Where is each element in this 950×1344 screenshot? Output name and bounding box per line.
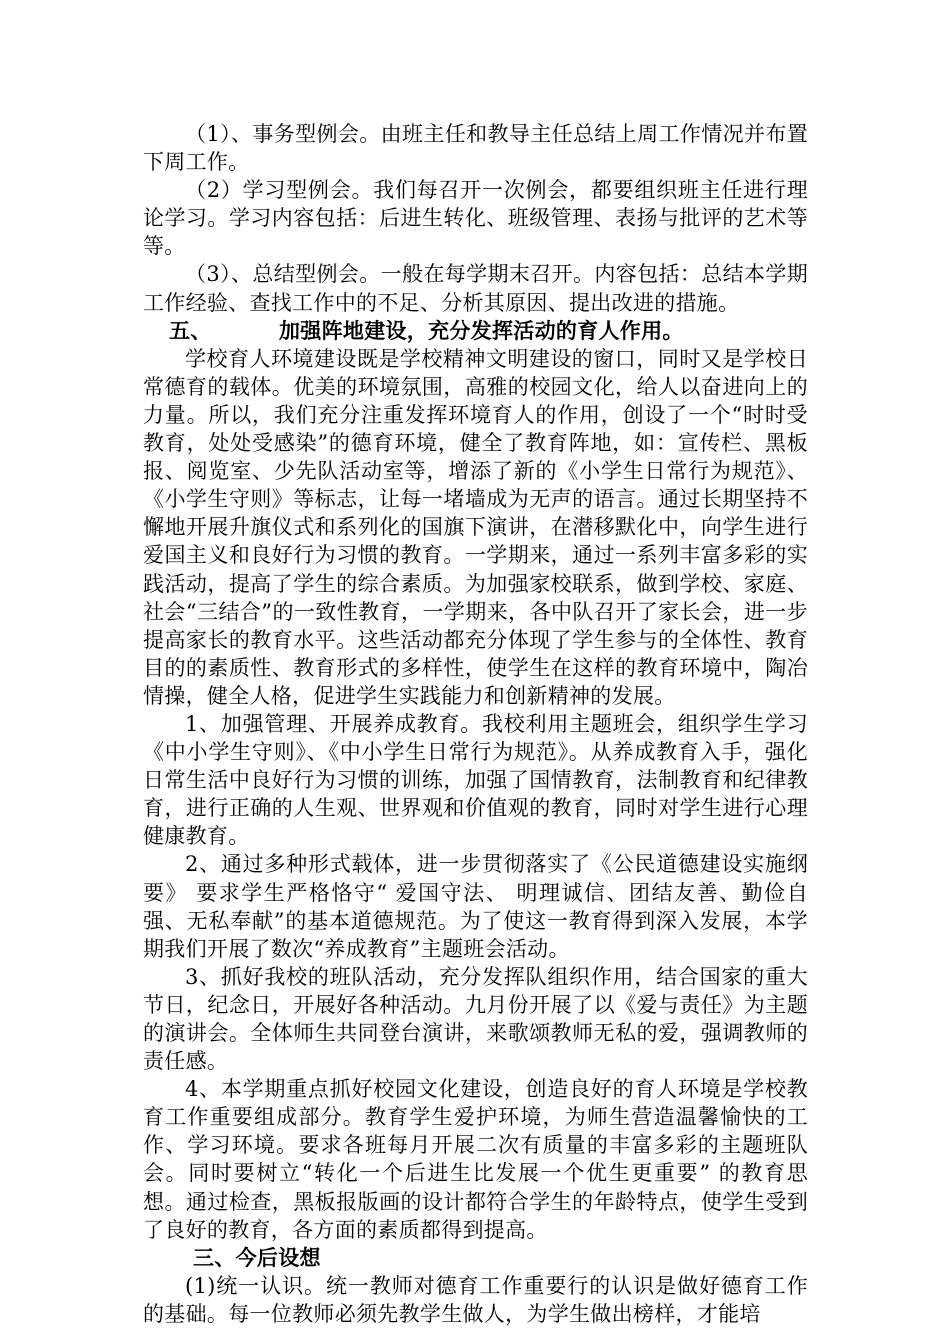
section-three-heading: 三、今后设想 bbox=[193, 1244, 321, 1270]
section-five-heading bbox=[143, 317, 808, 345]
paragraph-item-3: 3、抓好我校的班队活动，充分发挥队组织作用，结合国家的重大节日，纪念日，开展好各种活动。九月份开展了以《爱与责任》为主题的演讲会。全体师生共同登台演讲，来歌颂教师无私的爱，强调教师的责任感。 bbox=[143, 964, 808, 1074]
paragraph-environment-intro: 学校育人环境建设既是学校精神文明建设的窗口，同时又是学校日常德育的载体。优美的环境氛围，高雅的校园文化，给人以奋进向上的力量。所以，我们充分注重发挥环境育人的作用，创设了一个“时时受教育，处处受感染”的德育环境，健全了教育阵地，如：宣传栏、黑板报、阅览室、少先队活动室等，增添了新的《小学生日常行为规范》、《小学生守则》等标志，让每一堵墙成为无声的语言。通过长期坚持不懈地开展升旗仪式和系列化的国旗下演讲，在潜移默化中，向学生进行爱国主义和良好行为习惯的教育。一学期来，通过一系列丰富多彩的实践活动，提高了学生的综合素质。为加强家校联系，做到学校、家庭、社会“三结合”的一致性教育，一学期来，各中队召开了家长会，进一步提高家长的教育水平。这些活动都充分体现了学生参与的全体性、教育目的的素质性、教育形式的多样性，使学生在这样的教育环境中，陶冶情操，健全人格，促进学生实践能力和创新精神的发展。 bbox=[143, 346, 808, 708]
paragraph-study-meeting: （2）学习型例会。我们每召开一次例会，都要组织班主任进行理论学习。学习内容包括：后进生转化、班级管理、表扬与批评的艺术等等。 bbox=[143, 178, 808, 259]
paragraph-item-4: 4、本学期重点抓好校园文化建设，创造良好的育人环境是学校教育工作重要组成部分。教育学生爱护环境，为师生营造温馨愉快的工作、学习环境。要求各班每月开展二次有质量的丰富多彩的主题班队会。同时要树立“转化一个后进生比发展一个优生更重要” 的教育思想。通过检查，黑板报版画的设计都符合学生的年龄特点，使学生受到了良好的教育，各方面的素质都得到提高。 bbox=[143, 1077, 808, 1242]
paragraph-routine-meeting: （1）、事务型例会。由班主任和教导主任总结上周工作情况并布置下周工作。 bbox=[143, 122, 808, 175]
paragraph-unify-understanding: (1)统一认识。统一教师对德育工作重要行的认识是做好德育工作的基础。每一位教师必须先教学生做人，为学生做出榜样，才能培 bbox=[143, 1273, 808, 1326]
section-five-title: 加强阵地建设，充分发挥活动的育人作用。 bbox=[279, 317, 684, 343]
paragraph-summary-meeting: （3）、总结型例会。一般在每学期末召开。内容包括：总结本学期工作经验、查找工作中的不足、分析其原因、提出改进的措施。 bbox=[143, 262, 808, 315]
document-body bbox=[143, 120, 808, 1328]
paragraph-item-1: 1、加强管理、开展养成教育。我校利用主题班会，组织学生学习《中小学生守则》、《中小学生日常行为规范》。从养成教育入手，强化日常生活中良好行为习惯的训练，加强了国情教育，法制教育和纪律教育，进行正确的人生观、世界观和价值观的教育，同时对学生进行心理健康教育。 bbox=[143, 711, 808, 849]
paragraph-item-2: 2、通过多种形式载体，进一步贯彻落实了《公民道德建设实施纲要》 要求学生严格恪守“ 爱国守法、 明理诚信、团结友善、勤俭自强、无私奉献”的基本道德规范。为了使这一教育得到深入发展，本学期我们开展了数次“养成教育”主题班会活动。 bbox=[143, 852, 808, 961]
section-five-number: 五、 bbox=[169, 317, 212, 343]
